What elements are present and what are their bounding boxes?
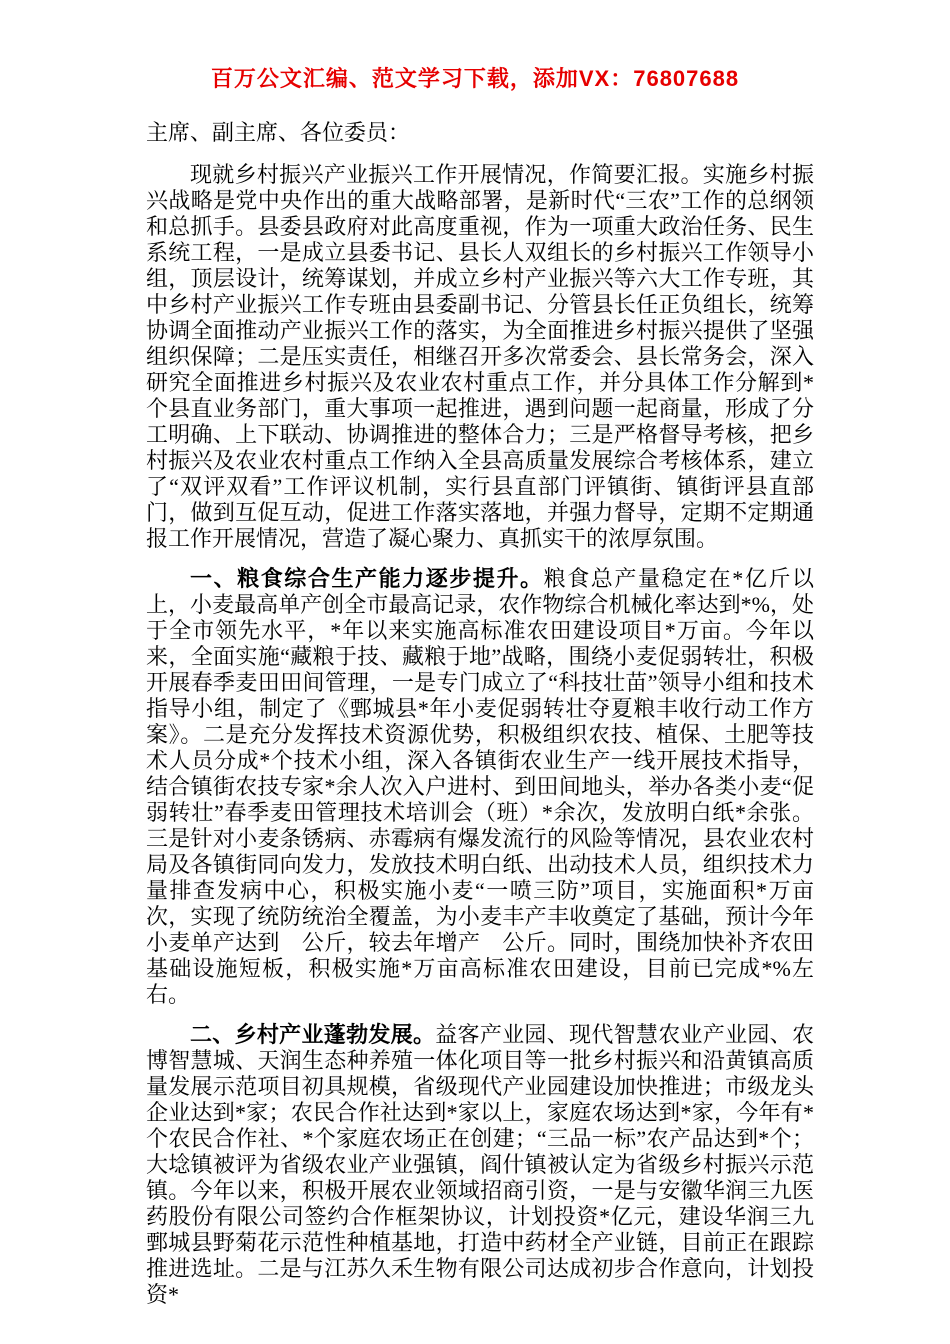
section-2-paragraph — [146, 1022, 814, 1308]
section-1-text: 粮食总产量稳定在*亿斤以上，小麦最高单产创全市最高记录，农作物综合机械化率达到*%，处于全市领先水平，*年以来实施高标准农田建设项目*万亩。今年以来，全面实施“藏粮于技、藏粮于地”战略，围绕小麦促弱转壮，积极开展春季麦田田间管理，一是专门成立了“科技壮苗”领导小组和技术指导小组，制定了《鄄城县*年小麦促弱转壮夺夏粮丰收行动工作方案》。二是充分发挥技术资源优势，积极组织农技、植保、土肥等技术人员分成*个技术小组，深入各镇街农业生产一线开展技术指导，结合镇街农技专家*余人次入户进村、到田间地头，举办各类小麦“促弱转壮”春季麦田管理技术培训会（班）*余次，发放明白纸*余张。三是针对小麦条锈病、赤霉病有爆发流行的风险等情况，县农业农村局及各镇街同向发力，发放技术明白纸、出动技术人员，组织技术力量排查发病中心，积极实施小麦“一喷三防”项目，实施面积*万亩次，实现了统防统治全覆盖，为小麦丰产丰收奠定了基础，预计今年小麦单产达到 公斤，较去年增产 公斤。同时，围绕加快补齐农田基础设施短板，积极实施*万亩高标准农田建设，目前已完成*%左右。 — [146, 566, 814, 1007]
salutation-line: 主席、副主席、各位委员： — [146, 120, 411, 145]
section-2-text: 益客产业园、现代智慧农业产业园、农博智慧城、天润生态种养殖一体化项目等一批乡村振兴和沿黄镇高质量发展示范项目初具规模，省级现代产业园建设加快推进；市级龙头企业达到*家；农民合作社达到*家以上，家庭农场达到*家，今年有*个农民合作社、*个家庭农场正在创建；“三品一标”农产品达到*个；大埝镇被评为省级农业产业强镇，阎什镇被认定为省级乡村振兴示范镇。今年以来，积极开展农业领域招商引资，一是与安徽华润三九医药股份有限公司签约合作框架协议，计划投资*亿元，建设华润三九鄄城县野菊花示范性种植基地，打造中药材全产业链，目前正在跟踪推进选址。二是与江苏久禾生物有限公司达成初步合作意向，计划投资* — [146, 1022, 814, 1307]
document-body — [146, 120, 814, 1308]
intro-paragraph-text: 现就乡村振兴产业振兴工作开展情况，作简要汇报。实施乡村振兴战略是党中央作出的重大战略部署，是新时代“三农”工作的总纲领和总抓手。县委县政府对此高度重视，作为一项重大政治任务、民生系统工程，一是成立县委书记、县长人双组长的乡村振兴工作领导小组，顶层设计，统筹谋划，并成立乡村产业振兴等六大工作专班，其中乡村产业振兴工作专班由县委副书记、分管县长任正负组长，统筹协调全面推动产业振兴工作的落实，为全面推进乡村振兴提供了坚强组织保障；二是压实责任，相继召开多次常委会、县长常务会，深入研究全面推进乡村振兴及农业农村重点工作，并分具体工作分解到*个县直业务部门，重大事项一起推进，遇到问题一起商量，形成了分工明确、上下联动、协调推进的整体合力；三是严格督导考核，把乡村振兴及农业农村重点工作纳入全县高质量发展综合考核体系，建立了“双评双看”工作评议机制，实行县直部门评镇街、镇街评县直部门，做到互促互动，促进工作落实落地，并强力督导，定期不定期通报工作开展情况，营造了凝心聚力、真抓实干的浓厚氛围。 — [146, 162, 814, 551]
promo-banner-text: 百万公文汇编、范文学习下载，添加VX：76807688 — [210, 66, 740, 91]
intro-paragraph — [146, 162, 814, 552]
section-2-heading: 二、乡村产业蓬勃发展。 — [190, 1022, 436, 1047]
section-1-paragraph — [146, 566, 814, 1008]
section-1-heading: 一、粮食综合生产能力逐步提升。 — [190, 566, 544, 591]
